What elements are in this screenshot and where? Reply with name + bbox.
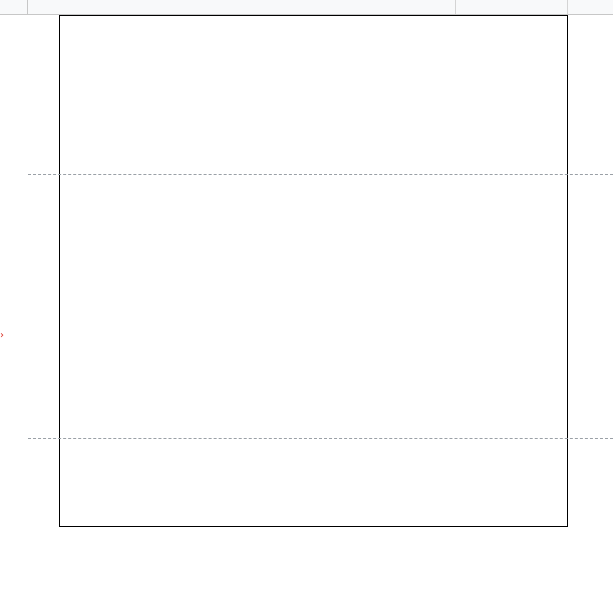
table-border xyxy=(59,15,568,527)
column-header-bar xyxy=(0,0,613,15)
page-break-line xyxy=(28,438,613,439)
column-header-a[interactable] xyxy=(28,0,456,14)
page-break-line xyxy=(28,174,613,175)
column-header-b[interactable] xyxy=(456,0,568,14)
column-header-c[interactable] xyxy=(568,0,613,14)
select-all-corner[interactable] xyxy=(0,0,28,14)
edge-marker-icon: › xyxy=(0,330,4,341)
